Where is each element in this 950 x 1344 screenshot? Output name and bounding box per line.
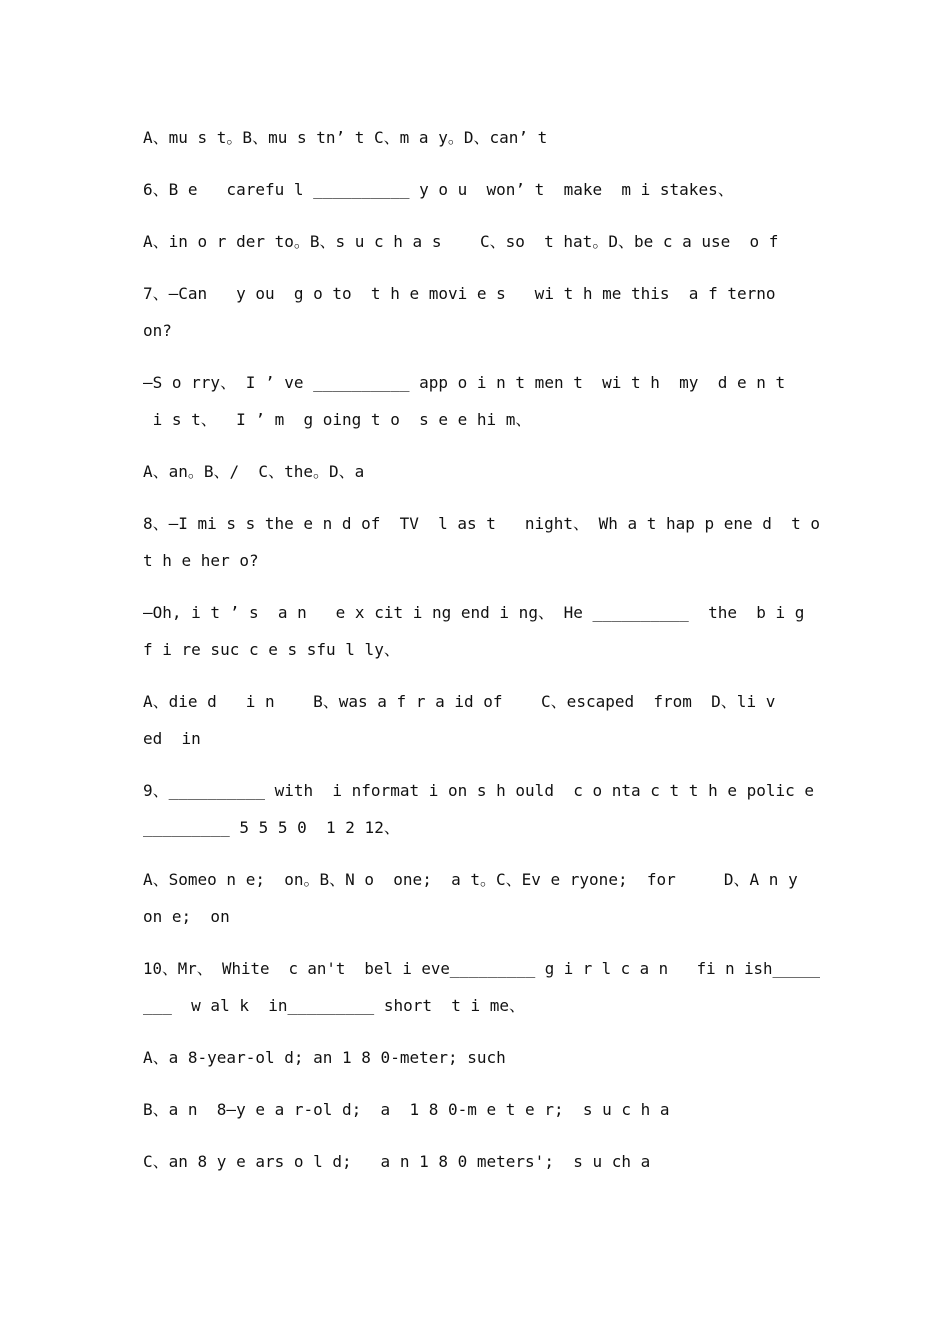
q10-option-b: B、a n 8—y e a r-ol d; a 1 8 0-m e t e r; s u c h a <box>143 1100 670 1119</box>
q5-options: A、mu s t。B、mu s tn’ t C、m a y。D、can’ t <box>143 128 548 147</box>
q7-question-line2: on? <box>143 321 172 340</box>
q7-options: A、an。B、/ C、the。D、a <box>143 462 365 481</box>
q9-question-line1: 9、__________ with i nformat i on s h ould c o nta c t t h e polic e <box>143 781 815 800</box>
q8-options-line2: ed in <box>143 729 201 748</box>
q8-reply-line1: —Oh, i t ’ s a n e x cit i ng end i ng、 He __________ the b i g <box>143 603 805 622</box>
q7-question-line1: 7、—Can y ou g o to t h e movi e s wi t h me this a f terno <box>143 284 776 303</box>
q8-question-line1: 8、—I mi s s the e n d of TV l as t night、 Wh a t hap p ene d t o <box>143 514 820 533</box>
q6-question: 6、B e carefu l __________ y o u won’ t make m i stakes、 <box>143 180 734 199</box>
q9-options-line2: on e; on <box>143 907 230 926</box>
q7-reply-line2: i s t、 I ’ m g oing t o s e e hi m、 <box>143 410 532 429</box>
q10-option-c: C、an 8 y e ars o l d; a n 1 8 0 meters'; s u ch a <box>143 1152 651 1171</box>
q9-options-line1: A、Someo n e; on。B、N o one; a t。C、Ev e ryone; for D、A n y <box>143 870 798 889</box>
q6-options: A、in o r der to。B、s u c h a s C、so t hat。D、be c a use o f <box>143 232 779 251</box>
q8-reply-line2: f i re suc c e s sfu l ly、 <box>143 640 400 659</box>
q10-option-a: A、a 8-year-ol d; an 1 8 0-meter; such <box>143 1048 506 1067</box>
q8-options-line1: A、die d i n B、was a f r a id of C、escaped from D、li v <box>143 692 776 711</box>
q8-question-line2: t h e her o? <box>143 551 259 570</box>
q9-question-line2: _________ 5 5 5 0 1 2 12、 <box>143 818 400 837</box>
q10-question-line1: 10、Mr、 White c an't bel i eve_________ g i r l c a n fi n ish_____ <box>143 959 821 978</box>
q7-reply-line1: —S o rry、 I ’ ve __________ app o i n t men t wi t h my d e n t <box>143 373 786 392</box>
q10-question-line2: ___ w al k in_________ short t i me、 <box>143 996 526 1015</box>
